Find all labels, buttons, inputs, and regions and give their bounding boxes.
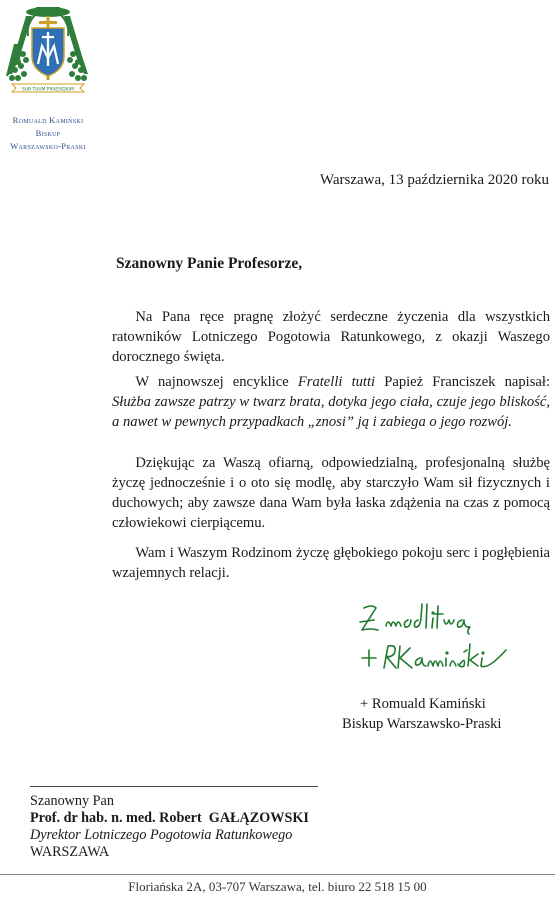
signatory-name: + Romuald Kamiński bbox=[360, 696, 486, 712]
coat-of-arms-icon bbox=[6, 4, 90, 96]
signature-block bbox=[342, 694, 501, 734]
salutation: Szanowny Panie Profesorze, bbox=[116, 255, 303, 272]
footer-divider bbox=[0, 874, 555, 875]
signatory-title: Biskup Warszawsko-Praski bbox=[342, 716, 502, 732]
encyclical-quote: Służba zawsze patrzy w twarz brata, dotyka jego ciała, czuje jego bliskość, a nawet w pewnych przypadkach „znosi” ją i zabiega o jego rozwój. bbox=[112, 394, 550, 430]
encyclical-title: Fratelli tutti bbox=[297, 374, 376, 390]
crest-motto: SUB TUUM PRAESIDIUM bbox=[22, 87, 74, 93]
recipient-role: Dyrektor Lotniczego Pogotowia Ratunkowego bbox=[30, 827, 293, 843]
paragraph-2-intro: W najnowszej encyklice bbox=[135, 374, 298, 390]
paragraph-1-text: Na Pana ręce pragnę złożyć serdeczne życzenia dla wszystkich ratowników Lotniczego Pogotowia Ratunkowego, z okazji Waszego dorocznego święta. bbox=[112, 309, 550, 365]
paragraph-2-mid: Papież Franciszek napisał: bbox=[375, 374, 550, 390]
sender-name: Romuald Kamiński bbox=[12, 115, 84, 125]
letter-date: Warszawa, 13 października 2020 roku bbox=[319, 172, 549, 188]
sender-block bbox=[0, 114, 96, 153]
sender-title: Biskup bbox=[35, 128, 61, 138]
paragraph-3: Dziękując za Waszą ofiarną, odpowiedzialną, profesjonalną służbę życzę jednocześnie i o oto się modlę, aby starczyło Wam sił fizycznych i duchowych; aby zawsze dana Wam była łaska zdążenia na czas z pomocą człowiekowi cierpiącemu. bbox=[112, 455, 550, 531]
recipient-block bbox=[30, 793, 309, 861]
paragraph-1 bbox=[112, 307, 550, 367]
recipient-city: WARSZAWA bbox=[30, 844, 110, 860]
paragraph-2 bbox=[112, 372, 550, 432]
recipient-greeting: Szanowny Pan bbox=[30, 793, 114, 809]
recipient-divider bbox=[30, 786, 318, 787]
paragraph-4: Wam i Waszym Rodzinom życzę głębokiego pokoju serc i pogłębienia wzajemnych relacji. bbox=[112, 545, 550, 581]
sender-diocese: Warszawsko-Praski bbox=[10, 141, 86, 151]
footer-address: Floriańska 2A, 03-707 Warszawa, tel. biuro 22 518 15 00 bbox=[128, 879, 427, 894]
recipient-name: Prof. dr hab. n. med. Robert GAŁĄZOWSKI bbox=[30, 810, 309, 826]
handwritten-signature bbox=[348, 600, 528, 682]
